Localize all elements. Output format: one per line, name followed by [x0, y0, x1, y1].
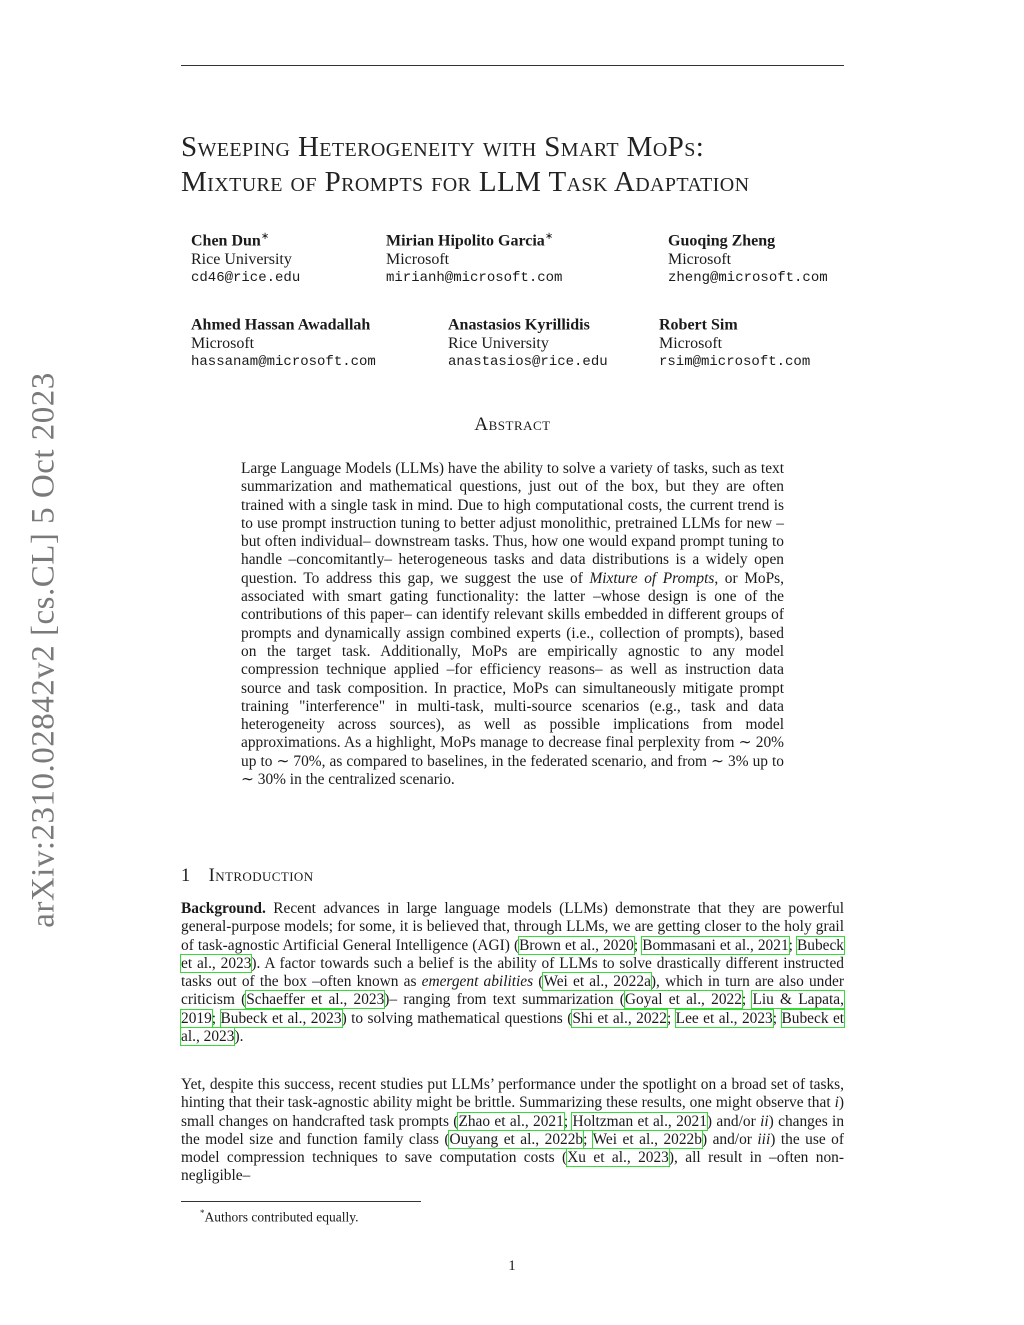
footnote — [200, 1208, 358, 1226]
author-affiliation: Microsoft — [386, 250, 450, 268]
author-mark: ∗ — [544, 231, 554, 242]
abstract-text: , or MoPs, associated with smart gating functionality: the latter –whose design is one of the contributions of this paper– can identify relevant skills embedded in different groups of prompts and dynamically assign combined experts (i.e., collection of prompts), based on the target task. Additionally, MoPs are empirically agnostic to any model compression technique applied –for efficiency reasons– as well as instruction data source and task composition. In practice, MoPs can simultaneously mitigate prompt training "interference" in multi-task, multi-source scenarios (e.g., task and data heterogeneity across sources), as well as possible implications from model approximations. As a highlight, MoPs manage to decrease final perplexity from ∼ 20% up to ∼ 70%, as compared to baselines, in the federated scenario, and from ∼ 3% up to ∼ 30% in the centralized scenario. — [241, 569, 784, 789]
separator: ; — [741, 991, 753, 1009]
citation-link[interactable]: Holtzman et al., 2021 — [572, 1112, 707, 1130]
paragraph-text: Yet, despite this success, recent studies put LLMs’ performance under the spotlight on a broad set of tasks, hinting that their task-agnostic ability might be brittle. Summarizing these results, one might observe that — [181, 1076, 844, 1112]
separator: ; — [583, 1130, 593, 1148]
author-name: Ahmed Hassan Awadallah — [191, 316, 371, 334]
paragraph-text: ). A factor towards such a belief is the ability of LLMs to solve drastically different instructed tasks out of the box –often known as — [181, 954, 844, 991]
paragraph-text: ) and/or — [701, 1130, 758, 1148]
paragraph-text: ), all result in –often non-negligible– — [181, 1149, 845, 1185]
abstract-body — [241, 460, 784, 789]
author-affiliation: Microsoft — [668, 250, 732, 268]
intro-paragraph-1 — [181, 900, 844, 1046]
citation-link[interactable]: Schaeffer et al., 2023 — [246, 991, 385, 1009]
author-5 — [448, 312, 608, 372]
author-2 — [386, 228, 562, 288]
author-email[interactable]: cd46@rice.edu — [191, 270, 301, 287]
section-title: Introduction — [208, 866, 314, 886]
paragraph-text: ) the use of model compression techniques to save computation costs ( — [181, 1130, 844, 1167]
author-3 — [668, 228, 828, 288]
author-name: Guoqing Zheng — [668, 232, 776, 250]
separator: ; — [211, 1009, 221, 1027]
citation-link[interactable]: Bubeck et al., 2023 — [181, 936, 844, 972]
paragraph-emphasis: emergent abilities — [421, 973, 534, 991]
list-marker: ii — [760, 1112, 769, 1130]
arxiv-sidebar — [14, 370, 74, 930]
footnote-rule — [181, 1201, 421, 1202]
citation-link[interactable]: Zhao et al., 2021 — [458, 1112, 564, 1130]
paragraph-text: ) small changes on handcrafted task prompts ( — [181, 1094, 844, 1130]
author-email[interactable]: mirianh@microsoft.com — [386, 270, 563, 287]
author-name: Robert Sim — [659, 316, 738, 334]
separator: ; — [633, 936, 643, 954]
citation-link[interactable]: Bubeck et al., 2023 — [181, 1009, 845, 1046]
author-email[interactable]: anastasios@rice.edu — [448, 354, 608, 371]
section-number: 1 — [181, 866, 191, 886]
author-email[interactable]: rsim@microsoft.com — [659, 354, 811, 371]
list-marker: i — [834, 1094, 839, 1112]
citation-link[interactable]: Wei et al., 2022b — [592, 1130, 702, 1148]
author-email[interactable]: hassanam@microsoft.com — [191, 354, 376, 371]
citation-link[interactable]: Ouyang et al., 2022b — [449, 1130, 584, 1148]
author-name: Mirian Hipolito Garcia — [386, 232, 545, 250]
author-affiliation: Rice University — [191, 250, 292, 268]
section-heading — [181, 866, 314, 887]
citation-link[interactable]: Goyal et al., 2022 — [624, 991, 742, 1009]
top-rule — [181, 65, 844, 66]
author-1 — [191, 228, 300, 288]
paper-title — [181, 130, 844, 200]
title-line-1: Sweeping Heterogeneity with Smart MoPs: — [181, 131, 705, 163]
paragraph-lead: Background. — [181, 900, 266, 917]
citation-link[interactable]: Liu & Lapata, 2019 — [181, 991, 844, 1027]
page-number: 1 — [508, 1258, 516, 1274]
citation-link[interactable]: Shi et al., 2022 — [572, 1009, 667, 1027]
citation-link[interactable]: Bubeck et al., 2023 — [220, 1009, 342, 1027]
author-6 — [659, 312, 810, 372]
title-line-2: Mixture of Prompts for LLM Task Adaptation — [181, 166, 750, 198]
separator: ; — [666, 1009, 676, 1027]
citation-link[interactable]: Brown et al., 2020 — [519, 936, 634, 954]
abstract-emphasis: Mixture of Prompts — [589, 569, 715, 587]
abstract-heading: Abstract — [474, 414, 551, 435]
paragraph-text: Recent advances in large language models (LLMs) demonstrate that they are powerful general-purpose models; for some, it is believed that, through LLMs, we are getting closer to the holy grail of task-agnostic Artificial General Intelligence (AGI) ( — [181, 900, 844, 954]
paragraph-text: ) and/or — [706, 1112, 761, 1130]
author-4 — [191, 312, 376, 372]
abstract-text: Large Language Models (LLMs) have the ability to solve a variety of tasks, such as text summarization and mathematical questions, just out of the box, but they are often trained with a single task in mind. Due to high computational costs, the current trend is to use prompt instruction tuning to better adjust monolithic, pretrained LLMs for new –but often individual– downstream tasks. Thus, how one would expand prompt tuning to handle –concomitantly– heterogeneous tasks and data distributions is a widely open question. To address this gap, we suggest the use of — [241, 460, 784, 587]
author-mark: ∗ — [260, 231, 270, 242]
author-email[interactable]: zheng@microsoft.com — [668, 270, 828, 287]
separator: ; — [772, 1009, 782, 1027]
author-affiliation: Rice University — [448, 334, 549, 352]
footnote-mark: * — [200, 1208, 205, 1218]
paragraph-text: ), which in turn are also under criticism ( — [181, 973, 844, 1009]
citation-link[interactable]: Wei et al., 2022a — [543, 973, 651, 991]
author-name: Chen Dun — [191, 232, 261, 250]
arxiv-id[interactable]: arXiv:2310.02842v2 [cs.CL] 5 Oct 2023 — [25, 372, 62, 928]
separator: ; — [563, 1112, 573, 1130]
paragraph-text: ). — [234, 1028, 244, 1046]
citation-link[interactable]: Xu et al., 2023 — [567, 1149, 669, 1167]
footnote-text: Authors contributed equally. — [204, 1209, 359, 1225]
paragraph-text: ) changes in the model size and function family class ( — [181, 1112, 845, 1148]
paragraph-text: ) to solving mathematical questions ( — [341, 1009, 573, 1027]
paragraph-text: ( — [533, 973, 544, 991]
list-marker: iii — [757, 1130, 771, 1148]
citation-link[interactable]: Lee et al., 2023 — [675, 1009, 773, 1027]
intro-paragraph-2 — [181, 1076, 844, 1186]
separator: ; — [788, 936, 797, 954]
author-affiliation: Microsoft — [191, 334, 255, 352]
paragraph-text: )– ranging from text summarization ( — [384, 991, 625, 1009]
author-name: Anastasios Kyrillidis — [448, 316, 590, 334]
citation-link[interactable]: Bommasani et al., 2021 — [642, 936, 789, 954]
author-affiliation: Microsoft — [659, 334, 723, 352]
